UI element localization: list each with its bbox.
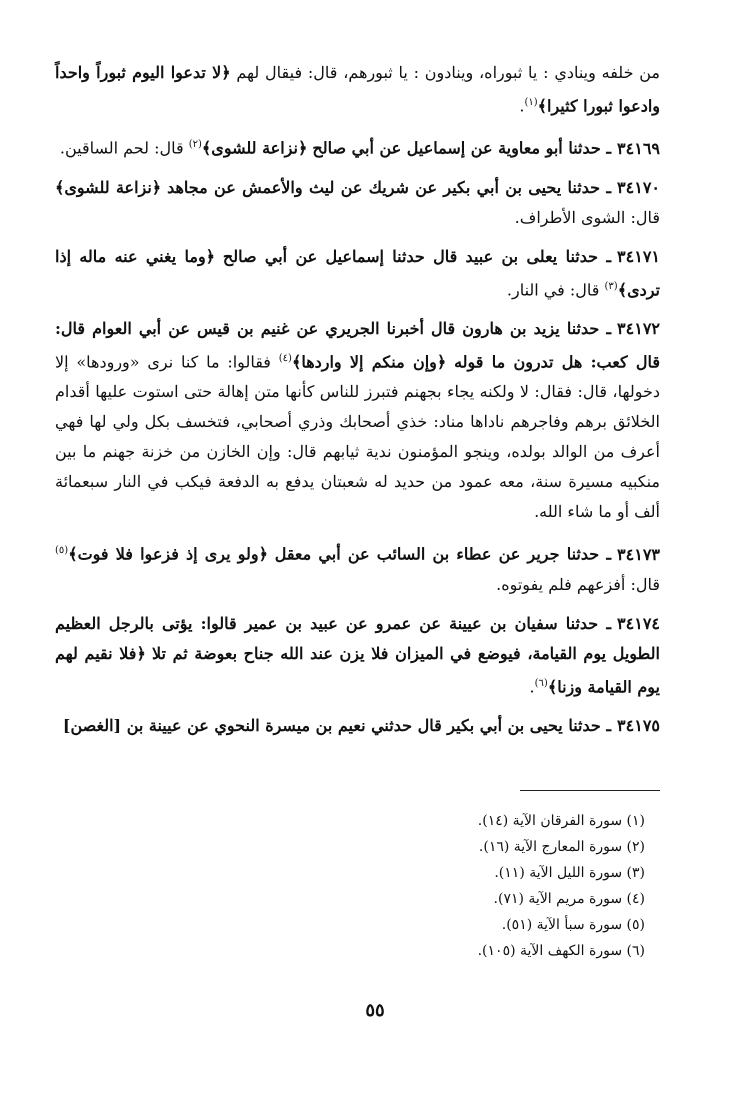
narration-chain: ـ حدثنا أبو معاوية عن إسماعيل عن أبي صالح [312,138,612,158]
narration-chain: ـ حدثنا يعلى بن عبيد قال حدثنا إسماعيل عن أبي صالح [222,246,612,266]
page-number: ٥٥ [365,1000,385,1021]
footnote-ref[interactable]: (٣) [604,280,618,292]
footnotes [125,808,645,964]
footnote-ref[interactable]: (٤) [278,352,292,364]
footnote-1: (١) سورة الفرقان الآية (١٤). [477,813,645,829]
footnote-separator [520,790,660,791]
hadith-34171 [55,242,660,305]
quran-quote: ﴿فلا نقيم لهم يوم القيامة وزنا﴾ [55,643,660,696]
quran-quote: ﴿لا تدعوا اليوم ثبوراً واحداً وادعوا ثبورا كثيرا﴾ [55,63,660,116]
narration-chain: ـ حدثنا سفيان بن عيينة عن عمرو عن عبيد بن عمير قالوا: يؤتى بالرجل العظيم الطويل يوم القيامة، فيوضع في الميزان فلا يزن عند الله جناح بعوضة ثم تلا [55,613,660,663]
quran-quote: ﴿وما يغني عنه ماله إذا تردى﴾ [55,246,660,299]
footnote-6: (٦) سورة الكهف الآية (١٠٥). [477,943,645,959]
hadith-34169 [55,130,660,163]
hadith-34173 [55,536,660,599]
paragraph-text: قال: في النار. [506,279,600,299]
hadith-number: ٣٤١٧٤ [617,613,660,633]
hadith-34170 [55,173,660,233]
hadith-number: ٣٤١٧٠ [617,177,660,197]
quran-quote: ﴿وإن منكم إلا واردها﴾ [291,352,447,372]
hadith-number: ٣٤١٧٢ [617,318,660,338]
quran-quote: ﴿نزاعة للشوى﴾ [201,138,308,158]
quran-quote: ﴿نزاعة للشوى﴾ [55,177,162,197]
hadith-number: ٣٤١٧٣ [617,544,660,564]
footnote-3: (٣) سورة الليل الآية (١١). [494,865,645,881]
hadith-number: ٣٤١٦٩ [617,138,660,158]
narration-chain: ـ حدثنا يزيد بن هارون قال أخبرنا الجريري عن غنيم بن قيس عن أبي العوام قال: قال كعب: هل تدرون ما قوله [55,318,661,372]
hadith-number: ٣٤١٧١ [617,246,660,266]
footnote-4: (٤) سورة مريم الآية (٧١). [493,891,645,907]
paragraph-continuation [55,58,660,121]
paragraph-text: . [519,96,525,116]
footnote-ref[interactable]: (١) [524,97,538,108]
paragraph-text: قال: لحم الساقين. [59,138,184,158]
narration-chain: ـ حدثنا يحيى بن أبي بكير قال حدثني نعيم بن ميسرة النحوي عن عيينة بن [الغصن] [62,715,612,735]
footnote-ref[interactable]: (٢) [188,139,202,151]
paragraph-text: . [529,676,535,696]
paragraph-text: فقالوا: ما كنا نرى «ورودها» إلا دخولها، قال: فقال: لا ولكنه يجاء بجهنم فتبرز للناس كأنها متن إهالة حتى استوت عليها أقدام الخلائق برهم وفاجرهم ناداها مناد: خذي أصحابك وذري أصحابي، فتخسف بكل ولي لها فهي أعرف من الوالد بولده، وينجو المؤمنون ندية ثيابهم قال: وإن الخازن من خزنة جهنم ما بين منكبيه مسيرة سنة، معه عمود من حديد له شعبتان يدفع به الدفعة فيكب في النار سبعمائة ألف أو ما شاء الله. [55,352,661,522]
footnote-ref[interactable]: (٦) [534,677,548,689]
quran-quote: ﴿ولو يرى إذ فزعوا فلا فوت﴾ [68,544,269,564]
narration-chain: ـ حدثنا جرير عن عطاء بن السائب عن أبي معقل [274,544,612,564]
hadith-34172 [55,314,660,527]
footnote-ref[interactable]: (٥) [55,545,69,557]
footnote-5: (٥) سورة سبأ الآية (٥١). [501,917,645,933]
paragraph-text: قال: الشوى الأطراف. [514,207,660,227]
narration-chain: ـ حدثنا يحيى بن أبي بكير عن شريك عن ليث والأعمش عن مجاهد [167,177,612,197]
hadith-34175 [55,711,660,741]
paragraph-text: قال: أفزعهم فلم يفوتوه. [496,574,660,594]
footnote-2: (٢) سورة المعارج الآية (١٦). [478,839,645,855]
hadith-number: ٣٤١٧٥ [617,715,660,735]
paragraph-text: من خلفه وينادي : يا ثبوراه، وينادون : يا ثبورهم، قال: فيقال لهم [236,63,661,82]
hadith-34174 [55,609,660,702]
